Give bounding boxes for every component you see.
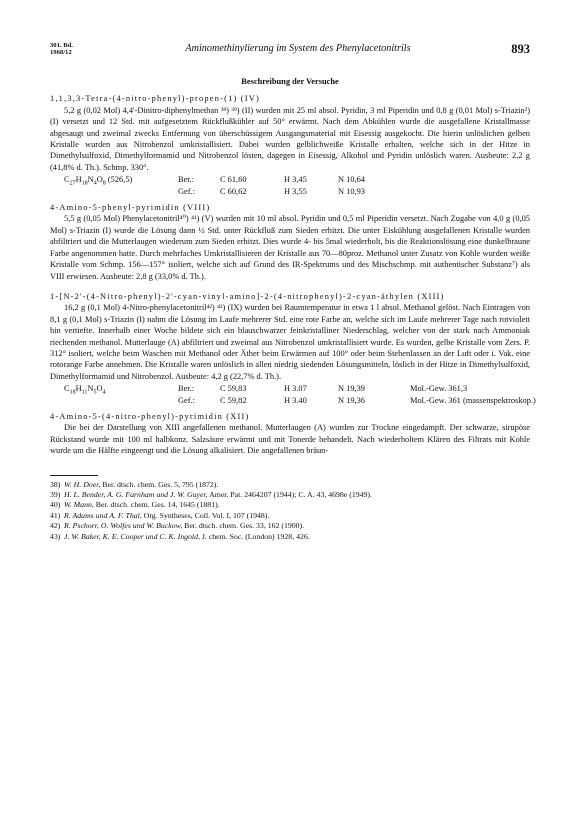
- footnote-number: 43): [50, 531, 61, 541]
- analysis-value: H 3.40: [284, 395, 307, 405]
- analysis-value: H 3.07: [284, 384, 307, 394]
- footnote-number: 42): [50, 521, 61, 531]
- compound-title: 4-Amino-5-phenyl-pyrimidin (VIII): [50, 203, 211, 213]
- footnote-authors: W. H. Doer,: [64, 479, 101, 489]
- footnote-divider: [50, 475, 98, 476]
- analysis-value: [410, 174, 530, 185]
- page-header: [50, 42, 530, 64]
- analysis-formula: $C_{27}H_{18}N_4O_8$ (526,5): [64, 175, 133, 187]
- footnote: [50, 532, 530, 542]
- footnote-number: 39): [50, 490, 61, 499]
- analysis-value: C 59,83: [220, 384, 247, 394]
- analysis-value: C 60,62: [220, 186, 247, 196]
- footnote-authors: J. W. Baker, K. E. Cooper und C. K. Ingold,: [64, 531, 200, 541]
- compound-title: 1,1,3,3-Tetra-(4-nitro-phenyl)-propen-(1) (IV): [50, 94, 260, 104]
- elemental-analysis: [64, 174, 530, 197]
- footnote-authors: W. Mann,: [64, 500, 94, 510]
- footnote-text: J. chem. Soc. (London) 1928, 426.: [201, 531, 310, 541]
- footnote-text: Ber. dtsch. chem. Ges. 14, 1645 (1881).: [95, 500, 220, 510]
- footnote-authors: H. L. Bender, A. G. Farnham und J. W. Guyer,: [64, 490, 208, 499]
- analysis-value: N 19,39: [338, 384, 365, 394]
- volume-info: [50, 42, 106, 57]
- running-title: Aminomethinylierung im System des Phenylacetonitrils: [185, 43, 411, 54]
- analysis-value: H 3,45: [284, 175, 307, 185]
- footnote-text: Amer. Pat. 2464207 (1944); C. A. 43, 4698e (1949).: [209, 490, 372, 499]
- footnote: [50, 511, 530, 521]
- analysis-value: C 61,60: [220, 175, 247, 185]
- issue-number: 1968/12: [50, 49, 72, 57]
- compound-title: 1-[N-2'-(4-Nitro-phenyl)-2'-cyan-vinyl-amino]-2-(4-nitrophenyl)-2-cyan-äthylen (XIII): [50, 291, 445, 301]
- footnote-text: Org. Syntheses, Coll. Vol. I, 107 (1948).: [143, 510, 270, 520]
- compound-paragraph: 16,2 g (0,1 Mol) 4-Nitro-phenylacetonitril⁴²) ⁴³) (IX) wurden bei Raumtemperatur in etwa 1 l absol. Methanol gelöst. Nach Eintragen von 8,1 g (0,1 Mol) s-Triazin (I) nahm die Lösung im Laufe mehrerer Std. eine rote Farbe an, welche sich im Laufe mehrerer Tage nach rotviolett hin vertiefte. Innerhalb einer Woche bildete sich ein blauschwarzer feinkristalliner Niederschlag, welcher von der stark nach Ammoniak riechenden methanol. Mutterlauge (A) abfiltriert und zweimal aus Nitrobenzol umkristallisiert wurde. Es wurden, gelbe Kristalle vom Zers. P. 312° isoliert, welche beim Waschen mit Methanol oder Äther beim Erwärmen auf 100° oder beim Stehenlassen an der Luft oder i. Vak. eine rotorange Farbe annehmen. Die Kristalle waren unlöslich in allen niedrig siedenden Lösungsmitteln, löslich in der Hitze in Dimethylsulfoxid, Dimethylformamid und Nitrobenzol. Ausbeute: 4,2 g (22,7% d. Th.).: [50, 303, 530, 381]
- analysis-value: N 19,36: [338, 395, 365, 405]
- footnote: [50, 480, 530, 490]
- analysis-value: N 10,93: [338, 186, 365, 196]
- footnote-authors: R. Pschorr, O. Wolfes und W. Buckow,: [64, 521, 183, 531]
- footnote-number: 41): [50, 510, 61, 520]
- analysis-value: [410, 186, 530, 197]
- footnote: [50, 521, 530, 531]
- analysis-value: N 10,64: [338, 175, 365, 185]
- footnote-number: 38): [50, 479, 61, 489]
- analysis-label: Gef.:: [178, 186, 195, 196]
- page-number: 893: [511, 42, 530, 56]
- analysis-label: Ber.:: [178, 384, 195, 394]
- compound-paragraph: Die bei der Darstellung von XIII angefallenen methanol. Mutterlaugen (A) wurden zur Trockne eingedampft. Der schwarze, sirupöse Rückstand wurde mit 100 ml halbkonz. Salzsäure erwärmt und mit Tonerde behandelt. Nach wiederholtem Klären des Filtrats mit Kohle wurde um die Hälfte eingeengt und die Lösung alkalisiert. Die angefallenen bräun-: [50, 423, 530, 456]
- footnotes: [50, 480, 530, 542]
- analysis-value: Mol.-Gew. 361 (massenspektroskop.): [410, 395, 536, 405]
- analysis-label: Ber.:: [178, 175, 195, 185]
- analysis-value: C 59,82: [220, 395, 247, 405]
- footnote: [50, 490, 530, 500]
- elemental-analysis: [64, 383, 536, 406]
- section-title: Beschreibung der Versuche: [241, 77, 339, 86]
- footnote-authors: R. Adams und A. F. Thal,: [64, 510, 142, 520]
- footnote-text: Ber. dtsch. chem. Ges. 5, 795 (1872).: [102, 479, 219, 489]
- compound-paragraph: 5,5 g (0,05 Mol) Phenylacetonitril⁴⁰) ⁴¹) (V) wurden mit 10 ml absol. Pyridin und 0,5 ml Piperidin versetzt. Nach Zugabe von 4,0 g (0,05 Mol) s-Triazin (I) wurde die Lösung dann ½ Std. unter Rückfluß zum Sieden erhitzt. Die unter Eiskühlung ausgefallenen Kristalle wurden abfiltriert und die Mutterlaugen wiederum zum Sieden erhitzt. Dies wurde 4- bis 5mal wiederholt, bis die Reaktionslösung eine dunkelbraune Farbe angenommen hatte. Durch mehrfaches Umkristallisieren der Kristalle aus 70—80proz. Methanol unter Zusatz von Kohle wurden weiße Kristalle vom Schmp. 156—157° isoliert, welche sich auf Grund des IR-Spektrums und des Mischschmp. mit authentischer Substanz⁷) als VIII erwiesen. Ausbeute: 2,8 g (33,0% d. Th.).: [50, 214, 530, 281]
- compound-title: 4-Amino-5-(4-nitro-phenyl)-pyrimidin (XII): [50, 411, 250, 421]
- analysis-formula: $C_{18}H_{11}N_5O_4$: [64, 384, 106, 396]
- analysis-value: Mol.-Gew. 361,3: [410, 384, 468, 394]
- footnote-number: 40): [50, 500, 61, 510]
- footnote: [50, 500, 530, 510]
- compound-paragraph: 5,2 g (0,02 Mol) 4,4'-Dinitro-diphenylmethan ³⁸) ³⁹) (II) wurden mit 25 ml absol. Pyridin, 3 ml Piperidin und 0,8 g (0,01 Mol) s-Triazin²) (I) versetzt und 12 Std. mit aufgesetztem Rückflußkühler auf 50° erwärmt. Nach dem Abkühlen wurde die ausgefallene Kristallmasse abgesaugt und zweimal zwecks Entfernung von überschüssigem Ausgangsmaterial mit Eisessig ausgekocht. Die hierin unlöslichen gelben Kristalle wurden aus Nitrobenzol umkristallisiert. Dabei wurden gelblichweiße Kristalle erhalten, welche sich in der Hitze in Dimethylsulfoxid, Dimethylformamid und Nitrobenzol lösten, dagegen in Eisessig, Alkohol und Pyridin unlöslich waren. Ausbeute: 2,2 g (41,8% d. Th.). Schmp. 330°.: [50, 105, 530, 172]
- analysis-label: Gef.:: [178, 395, 195, 405]
- volume-number: 301. Bd.: [50, 42, 73, 49]
- footnote-text: Ber. dtsch. chem. Ges. 33, 162 (1900).: [184, 521, 305, 531]
- analysis-value: H 3,55: [284, 186, 307, 196]
